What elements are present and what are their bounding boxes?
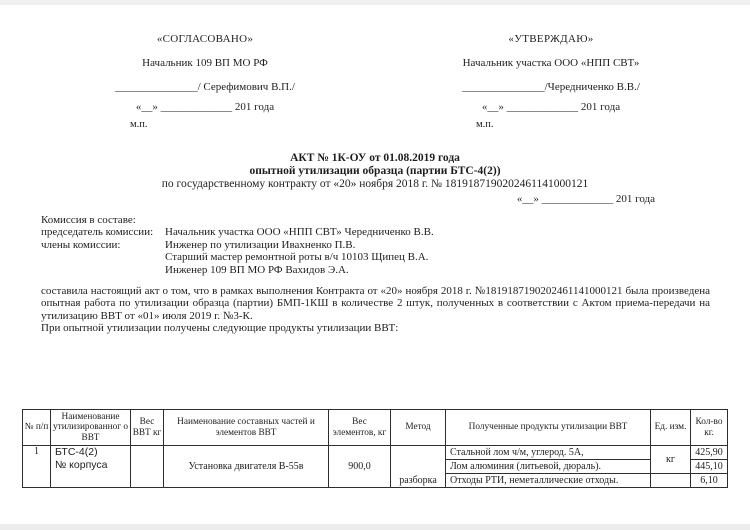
agreed-role: Начальник 109 ВП МО РФ [142, 57, 268, 69]
approval-block-agreed [92, 33, 318, 130]
cell-vvt-weight [131, 446, 164, 488]
members-label-spacer [41, 264, 165, 276]
act-title-block [0, 152, 750, 191]
item-name-line2: № корпуса [55, 458, 108, 471]
commission-intro: Комиссия в составе: [41, 214, 136, 226]
cell-unit: кг [651, 446, 691, 474]
agreed-signature-line: _______________/ Серефимович В.П./ [115, 81, 295, 93]
chairman-label: председатель комиссии: [41, 226, 154, 239]
approved-date-line: «__» _____________ 201 года [481, 101, 621, 113]
act-contract-line: по государственному контракту от «20» ноября 2018 г. № 1819187190202461141000121 [161, 178, 589, 190]
col-header-component: Наименование составных частей и элементов ВВТ [164, 409, 329, 446]
cell-product-name: Отходы РТИ, неметаллические отходы. [446, 474, 651, 488]
approved-signature-line: _______________/Чередниченко В.В./ [462, 81, 640, 93]
act-date-line: «__» _____________ 201 года [516, 193, 655, 205]
agreed-stamp-label: м.п. [130, 119, 148, 130]
table-header-row [23, 409, 728, 446]
table-row [23, 446, 728, 460]
approval-blocks [0, 0, 750, 130]
cell-product-name: Стальной лом ч/м, углерод. 5А, [446, 446, 651, 460]
members-label-spacer [41, 251, 165, 263]
scan-edge-top [0, 0, 750, 5]
cell-unit-empty [651, 474, 691, 488]
agreed-heading: «СОГЛАСОВАНО» [156, 33, 254, 45]
cell-component-name: Установка двигателя В-55в [164, 446, 329, 488]
agreed-date-line: «__» _____________ 201 года [135, 101, 275, 113]
members-label: члены комиссии: [41, 238, 121, 251]
commission-block [41, 214, 710, 276]
commission-member-row [41, 239, 710, 251]
chairman-value: Начальник участка ООО «НПП СВТ» Чередниченко В.В. [165, 226, 434, 239]
commission-member-row [41, 251, 710, 263]
member-name: Старший мастер ремонтной роты в/ч 10103 Щипец В.А. [165, 251, 429, 264]
cell-product-qty: 445,10 [691, 460, 728, 474]
cell-method: разборка [391, 446, 446, 488]
approved-stamp-label: м.п. [476, 119, 494, 130]
main-paragraph: составила настоящий акт о том, что в рамках выполнения Контракта от «20» ноября 2018 г. №1819187190202461141000121 была произведена опытная работа по утилизации образца (партии) БМП-1КШ в количестве 2 штук, полученных в соответствии с Актом приема-передачи на утилизацию ВВТ от «01» июля 2019 г. №3-К. [41, 285, 710, 322]
utilization-table [22, 409, 728, 489]
cell-row-number: 1 [23, 446, 51, 488]
col-header-method: Метод [391, 409, 446, 446]
col-header-component-weight: Вес элементов, кг [329, 409, 391, 446]
cell-item-name [51, 446, 131, 488]
commission-member-row [41, 264, 710, 276]
cell-component-weight: 900,0 [329, 446, 391, 488]
cell-product-qty: 6,10 [691, 474, 728, 488]
member-name: Инженер 109 ВП МО РФ Вахидов Э.А. [165, 263, 349, 276]
col-header-item-name: Наименование утилизированног о ВВТ [51, 409, 131, 446]
col-header-qty: Кол-во кг. [691, 409, 728, 446]
col-header-vvt-weight: Вес ВВТ кг [131, 409, 164, 446]
approved-role: Начальник участка ООО «НПП СВТ» [462, 57, 640, 69]
item-name-line1: БТС-4(2) [55, 446, 98, 459]
products-intro: При опытной утилизации получены следующие продукты утилизации ВВТ: [41, 322, 399, 335]
approval-block-approved [438, 33, 664, 130]
act-subtitle: опытной утилизации образца (партии БТС-4(2)) [249, 165, 501, 177]
member-name: Инженер по утилизации Ивахненко П.В. [165, 238, 356, 251]
act-body [41, 285, 710, 335]
act-title: АКТ № 1К-ОУ от 01.08.2019 года [290, 152, 460, 164]
col-header-unit: Ед. изм. [651, 409, 691, 446]
col-header-products: Полученные продукты утилизации ВВТ [446, 409, 651, 446]
scan-edge-bottom [0, 524, 750, 530]
commission-chairman-row [41, 226, 710, 238]
col-header-num: № п/п [23, 409, 51, 446]
approved-heading: «УТВЕРЖДАЮ» [508, 33, 594, 45]
cell-product-name: Лом алюминия (литьевой, дюраль). [446, 460, 651, 474]
cell-product-qty: 425,90 [691, 446, 728, 460]
